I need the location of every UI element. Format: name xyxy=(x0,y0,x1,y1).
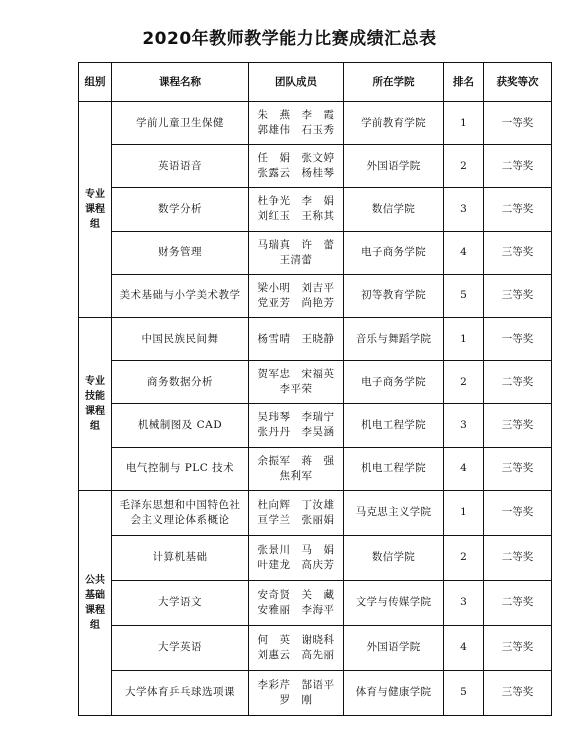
rank-value: 1 xyxy=(444,102,484,145)
award-level: 二等奖 xyxy=(484,145,552,188)
team-members xyxy=(249,231,344,274)
member-line: 刘惠云 高先丽 xyxy=(257,648,335,661)
header-course: 课程名称 xyxy=(112,63,249,102)
award-level: 三等奖 xyxy=(484,447,552,490)
table-row xyxy=(79,670,552,715)
group-cell xyxy=(79,490,112,715)
school-name: 文学与传媒学院 xyxy=(344,580,444,625)
course-name: 毛泽东思想和中国特色社会主义理论体系概论 xyxy=(112,490,249,535)
team-members xyxy=(249,404,344,447)
rank-value: 3 xyxy=(444,404,484,447)
school-name: 电子商务学院 xyxy=(344,231,444,274)
member-line: 梁小明 刘吉平 xyxy=(257,281,335,294)
school-name: 外国语学院 xyxy=(344,625,444,670)
table-row xyxy=(79,625,552,670)
member-line: 叶建龙 高庆芳 xyxy=(257,558,335,571)
table-row xyxy=(79,145,552,188)
award-level: 三等奖 xyxy=(484,274,552,317)
rank-value: 5 xyxy=(444,670,484,715)
header-team: 团队成员 xyxy=(249,63,344,102)
school-name: 初等教育学院 xyxy=(344,274,444,317)
table-body xyxy=(79,102,552,716)
award-level: 三等奖 xyxy=(484,625,552,670)
award-level: 三等奖 xyxy=(484,404,552,447)
member-line: 李彩芹 郜语平 xyxy=(257,678,335,691)
rank-value: 2 xyxy=(444,535,484,580)
team-members xyxy=(249,274,344,317)
course-name: 计算机基础 xyxy=(112,535,249,580)
course-name: 大学体育乒乓球选项课 xyxy=(112,670,249,715)
team-members xyxy=(249,361,344,404)
member-line: 何 英 谢晓科 xyxy=(257,633,335,646)
table-row xyxy=(79,188,552,231)
award-level: 二等奖 xyxy=(484,188,552,231)
header-row xyxy=(79,63,552,102)
course-name: 中国民族民间舞 xyxy=(112,317,249,360)
page-title: 2020年教师教学能力比赛成绩汇总表 xyxy=(142,29,437,49)
member-line: 亘学兰 张丽娟 xyxy=(257,513,335,526)
course-name: 财务管理 xyxy=(112,231,249,274)
table-row xyxy=(79,317,552,360)
course-name: 大学英语 xyxy=(112,625,249,670)
table-row xyxy=(79,102,552,145)
member-line: 罗 刚 xyxy=(279,693,313,706)
member-line: 任 娟 张文婷 xyxy=(257,152,335,165)
course-name: 大学语文 xyxy=(112,580,249,625)
table-row xyxy=(79,274,552,317)
team-members xyxy=(249,317,344,360)
school-name: 机电工程学院 xyxy=(344,404,444,447)
team-members xyxy=(249,670,344,715)
rank-value: 3 xyxy=(444,580,484,625)
team-members xyxy=(249,447,344,490)
course-name: 数学分析 xyxy=(112,188,249,231)
school-name: 数信学院 xyxy=(344,535,444,580)
table-row xyxy=(79,404,552,447)
member-line: 张露云 杨桂琴 xyxy=(257,167,335,180)
results-table xyxy=(78,62,552,716)
school-name: 学前教育学院 xyxy=(344,102,444,145)
member-line: 张丹丹 李昊涵 xyxy=(257,426,335,439)
award-level: 一等奖 xyxy=(484,102,552,145)
school-name: 电子商务学院 xyxy=(344,361,444,404)
award-level: 三等奖 xyxy=(484,670,552,715)
team-members xyxy=(249,145,344,188)
school-name: 马克思主义学院 xyxy=(344,490,444,535)
rank-value: 1 xyxy=(444,317,484,360)
rank-value: 3 xyxy=(444,188,484,231)
course-name: 学前儿童卫生保健 xyxy=(112,102,249,145)
member-line: 王清蕾 xyxy=(279,253,313,266)
member-line: 吴玮琴 李瑞宁 xyxy=(257,411,335,424)
group-label: 公共基础课程组 xyxy=(85,574,105,631)
member-line: 贺军忠 宋福英 xyxy=(257,368,335,381)
course-name: 美术基础与小学美术教学 xyxy=(112,274,249,317)
team-members xyxy=(249,580,344,625)
award-level: 三等奖 xyxy=(484,231,552,274)
table-row xyxy=(79,490,552,535)
course-name: 机械制图及 CAD xyxy=(112,404,249,447)
table-row xyxy=(79,535,552,580)
table-row xyxy=(79,361,552,404)
group-cell xyxy=(79,317,112,490)
group-label: 专业课程组 xyxy=(85,188,105,230)
header-rank: 排名 xyxy=(444,63,484,102)
school-name: 机电工程学院 xyxy=(344,447,444,490)
course-name: 英语语音 xyxy=(112,145,249,188)
school-name: 音乐与舞蹈学院 xyxy=(344,317,444,360)
header-school: 所在学院 xyxy=(344,63,444,102)
group-label: 专业技能课程组 xyxy=(85,375,105,432)
team-members xyxy=(249,625,344,670)
rank-value: 5 xyxy=(444,274,484,317)
school-name: 外国语学院 xyxy=(344,145,444,188)
member-line: 焦利军 xyxy=(279,469,313,482)
group-cell xyxy=(79,102,112,318)
member-line: 安雅丽 李海平 xyxy=(257,603,335,616)
member-line: 杨雪晴 王晓静 xyxy=(257,332,335,345)
award-level: 二等奖 xyxy=(484,361,552,404)
member-line: 余振军 蒋 强 xyxy=(257,454,335,467)
rank-value: 4 xyxy=(444,231,484,274)
course-name: 电气控制与 PLC 技术 xyxy=(112,447,249,490)
member-line: 杜向辉 丁汝雄 xyxy=(257,498,335,511)
table-row xyxy=(79,447,552,490)
rank-value: 1 xyxy=(444,490,484,535)
team-members xyxy=(249,102,344,145)
rank-value: 2 xyxy=(444,145,484,188)
member-line: 杜争光 李 娟 xyxy=(257,195,335,208)
member-line: 党亚芳 尚艳芳 xyxy=(257,296,335,309)
header-award: 获奖等次 xyxy=(484,63,552,102)
award-level: 二等奖 xyxy=(484,580,552,625)
team-members xyxy=(249,188,344,231)
member-line: 刘红玉 王称其 xyxy=(257,210,335,223)
award-level: 一等奖 xyxy=(484,490,552,535)
course-name: 商务数据分析 xyxy=(112,361,249,404)
table-row xyxy=(79,580,552,625)
school-name: 数信学院 xyxy=(344,188,444,231)
member-line: 郭雄伟 石玉秀 xyxy=(257,124,335,137)
award-level: 一等奖 xyxy=(484,317,552,360)
school-name: 体育与健康学院 xyxy=(344,670,444,715)
member-line: 张景川 马 娟 xyxy=(257,543,335,556)
team-members xyxy=(249,490,344,535)
member-line: 李平荣 xyxy=(279,383,313,396)
rank-value: 4 xyxy=(444,447,484,490)
team-members xyxy=(249,535,344,580)
table-row xyxy=(79,231,552,274)
header-group: 组别 xyxy=(79,63,112,102)
award-level: 二等奖 xyxy=(484,535,552,580)
member-line: 安奇贤 关 藏 xyxy=(257,588,335,601)
member-line: 马瑞真 许 蕾 xyxy=(257,238,335,251)
rank-value: 2 xyxy=(444,361,484,404)
rank-value: 4 xyxy=(444,625,484,670)
member-line: 朱 燕 李 霞 xyxy=(257,109,335,122)
